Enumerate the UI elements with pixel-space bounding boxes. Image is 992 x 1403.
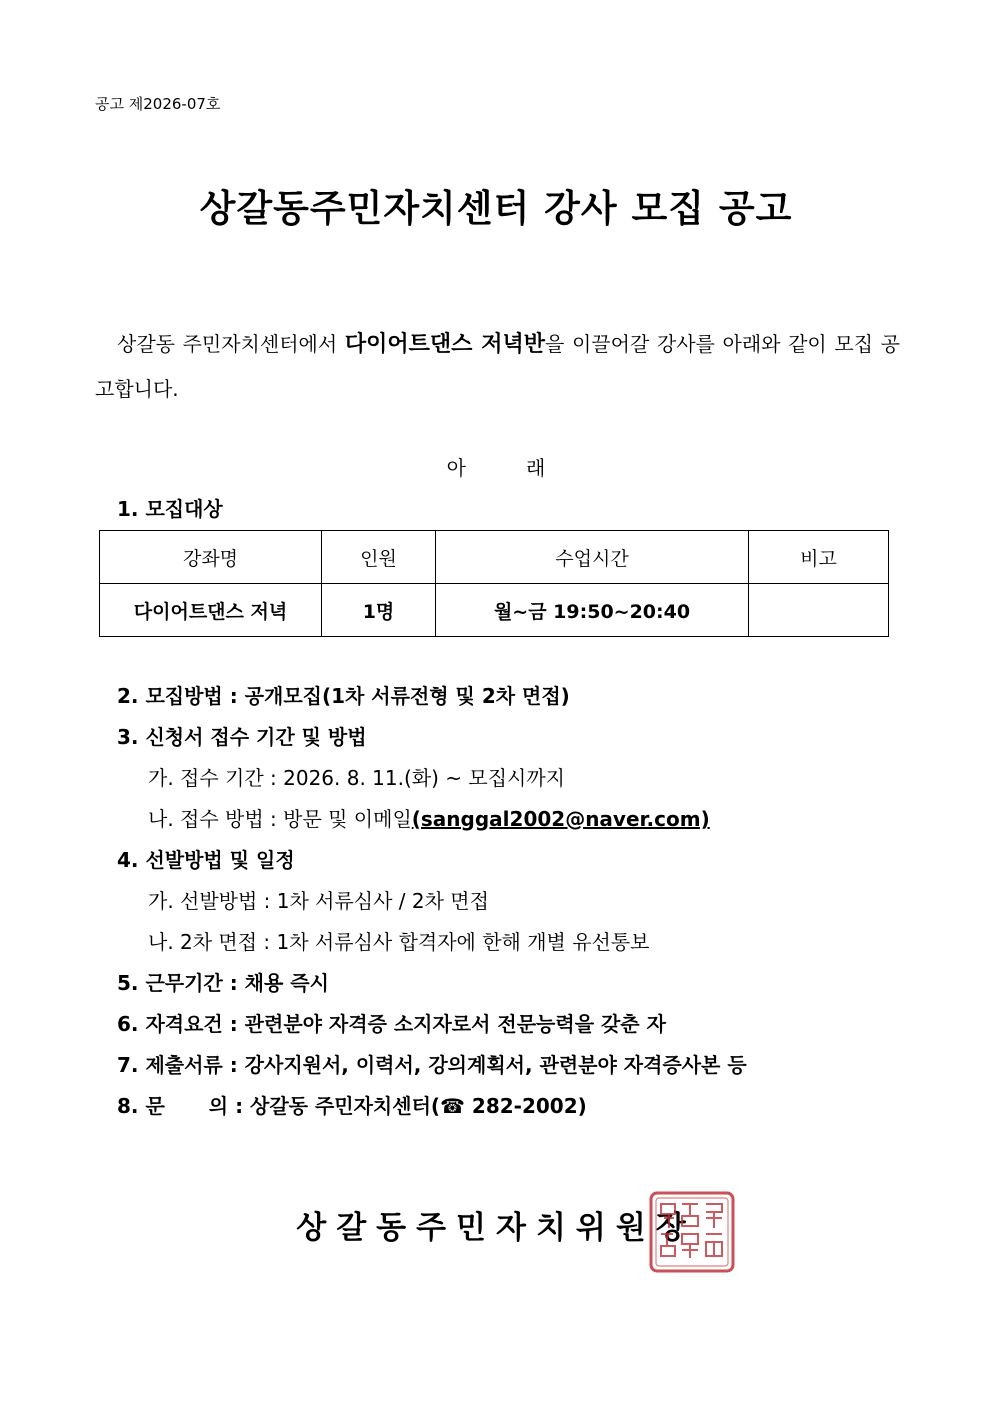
below-heading [0,452,992,481]
inquiry-label-a: 8. 문 [117,1094,165,1118]
table-cell: 1명 [322,584,436,637]
below-char-2: 래 [526,456,546,480]
intro-text-1: 상갈동 주민자치센터에서 [117,332,345,356]
section-method: 2. 모집방법 : 공개모집(1차 서류전형 및 2차 면접) [117,684,570,708]
table-header-row [100,531,889,584]
selection-method: 가. 선발방법 : 1차 서류심사 / 2차 면접 [148,889,489,913]
selection-interview: 나. 2차 면접 : 1차 서류심사 합격자에 한해 개별 유선통보 [148,930,650,954]
inquiry-label-b: 의 : 상갈동 주민자치센터( [208,1094,441,1118]
table-header: 수업시간 [436,531,749,584]
official-seal-icon [648,1190,736,1274]
table-header: 인원 [322,531,436,584]
intro-paragraph [95,322,900,411]
application-period: 가. 접수 기간 : 2026. 8. 11.(화) ~ 모집시까지 [148,766,565,790]
signer-name: 상갈동주민자치위원장 [296,1210,696,1246]
page-title: 상갈동주민자치센터 강사 모집 공고 [199,187,793,230]
inquiry-phone: 282-2002) [464,1094,587,1118]
table-cell: 월~금 19:50~20:40 [436,584,749,637]
section-documents: 7. 제출서류 : 강사지원서, 이력서, 강의계획서, 관련분야 자격증사본 등 [117,1053,747,1077]
section-inquiry [117,1090,587,1119]
application-method [148,803,710,832]
email-link[interactable]: (sanggal2002@naver.com) [411,807,710,831]
section-qualification: 6. 자격요건 : 관련분야 자격증 소지자로서 전문능력을 갖춘 자 [117,1012,666,1036]
table-row [100,584,889,637]
phone-icon: ☎ [440,1094,465,1118]
recruit-table [99,530,889,637]
section-selection: 4. 선발방법 및 일정 [117,848,295,872]
table-header: 비고 [749,531,889,584]
intro-text-2: 을 이끌어갈 강사를 아래와 같이 모집 공고합니다. [95,332,900,401]
table-header: 강좌명 [100,531,322,584]
section-application: 3. 신청서 접수 기간 및 방법 [117,725,367,749]
section-recruit-target: 1. 모집대상 [117,497,223,521]
table-cell [749,584,889,637]
section-work-period: 5. 근무기간 : 채용 즉시 [117,971,329,995]
table-cell: 다이어트댄스 저녁 [100,584,322,637]
application-method-text: 나. 접수 방법 : 방문 및 이메일 [148,807,412,831]
intro-course-name: 다이어트댄스 저녁반 [344,332,546,357]
notice-number: 공고 제2026-07호 [95,95,221,113]
below-char-1: 아 [446,456,466,480]
